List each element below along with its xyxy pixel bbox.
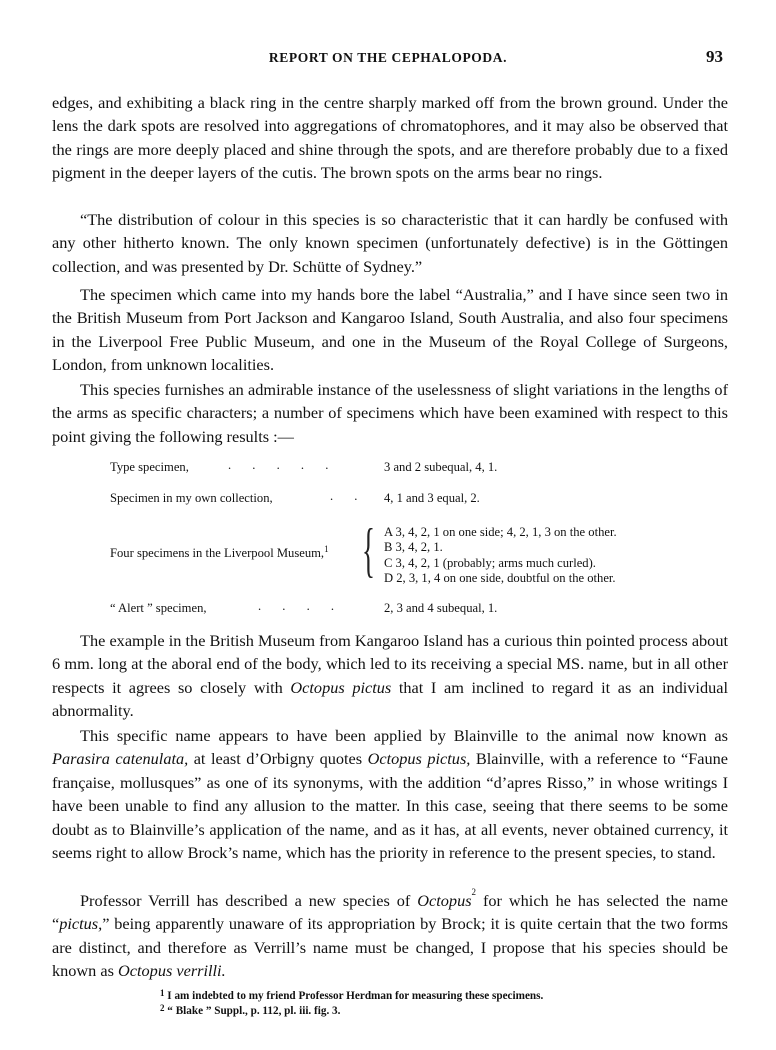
liverpool-value-d: D 2, 3, 1, 4 on one side, doubtful on the other. bbox=[384, 571, 616, 585]
leader-dots: . . . . bbox=[258, 599, 344, 613]
row-alert-specimen-label: “ Alert ” specimen, bbox=[110, 601, 207, 615]
paragraph-3: The specimen which came into my hands bore the label “Australia,” and I have since seen two in the British Museum from Port Jackson and Kangaroo Island, South Australia, and also four specimens in the Liverpool Free Public Museum, and one in the Museum of the Royal College of Surgeons, London, from unknown localities. bbox=[52, 285, 728, 375]
footnote-2 bbox=[160, 1005, 340, 1017]
italic-genus-name: Octopus bbox=[417, 891, 472, 910]
text-run: ” being apparently unaware of its appropriation by Brock; it is quite certain that the two forms are distinct, and therefore as Verrill’s name must be changed, I propose that his species should be known as bbox=[52, 914, 728, 981]
text-run: The example in the British Museum from Kangaroo Island has a curious thin pointed process about 6 mm. long at the aboral end of the body, which led to its receiving a special MS. name, but in all other respects it agrees so closely with bbox=[52, 631, 728, 697]
page-number: 93 bbox=[706, 47, 723, 66]
paragraph-6 bbox=[52, 724, 728, 864]
running-header: REPORT ON THE CEPHALOPODA. bbox=[268, 50, 508, 65]
footnote-mark: 1 bbox=[324, 544, 329, 554]
paragraph-2-quotation: “The distribution of colour in this species is so characteristic that it can hardly be confused with any other hitherto known. The only known specimen (unfortunately defective) is in the Göttingen collection, and was presented by Dr. Schütte of Sydney.” bbox=[52, 210, 728, 276]
italic-species-name: Parasira catenulata, bbox=[52, 749, 189, 769]
leader-dots: . . . . . bbox=[228, 458, 338, 472]
text-run: Blainville, with a reference to “Faune française, mollusques” as one of its synonyms, with the addition “d’apres Risso,” in whose writings I have been unable to find any allusion to the matter. In this case, seeing that there seems to be some doubt as to Blainville’s application of the name, and as it has, at all events, never obtained currency, it seems right to allow Brock’s name, which has the priority in reference to the present species, to stand. bbox=[52, 749, 729, 863]
row-alert-specimen-value: 2, 3 and 4 subequal, 1. bbox=[384, 601, 498, 615]
italic-species-name: Octopus pictus bbox=[290, 677, 392, 697]
footnote-text: “ Blake ” Suppl., p. 112, pl. iii. fig. 3. bbox=[167, 1005, 341, 1017]
paragraph-1: edges, and exhibiting a black ring in the centre sharply marked off from the brown ground. Under the lens the dark spots are resolved into aggregations of chromatophores, and it may also be observed that the rings are more deeply placed and shine through the spots, and are therefore probably due to a fixed pigment in the deeper layers of the cutis. The brown spots on the arms bear no rings. bbox=[52, 93, 728, 183]
paragraph-4: This species furnishes an admirable instance of the uselessness of slight variations in the lengths of the arms as specific characters; a number of specimens which have been examined with respect to this point giving the following results :— bbox=[52, 380, 728, 446]
liverpool-label-text: Four specimens in the Liverpool Museum, bbox=[110, 546, 325, 560]
text-run: that I am inclined to regard it as an individual abnormality. bbox=[52, 677, 728, 721]
row-type-specimen-value: 3 and 2 subequal, 4, 1. bbox=[384, 460, 498, 474]
footnote-mark: 2 bbox=[160, 1003, 165, 1013]
leader-dots: . . bbox=[330, 489, 367, 503]
footnote-text: I am indebted to my friend Professor Herdman for measuring these specimens. bbox=[167, 990, 544, 1002]
row-own-collection-label: Specimen in my own collection, bbox=[110, 491, 273, 505]
text-run: This specific name appears to have been applied by Blainville to the animal now known as bbox=[80, 726, 728, 745]
italic-species-name: pictus, bbox=[59, 914, 103, 934]
footnote-mark: 2 bbox=[471, 887, 477, 897]
footnote-1 bbox=[160, 990, 543, 1002]
row-type-specimen-label: Type specimen, bbox=[110, 460, 189, 474]
text-run: at least d’Orbigny quotes bbox=[188, 749, 368, 769]
brace-glyph: { bbox=[362, 517, 375, 583]
paragraph-5 bbox=[52, 629, 728, 723]
text-run: Professor Verrill has described a new species of bbox=[80, 891, 418, 910]
liverpool-value-b: B 3, 4, 2, 1. bbox=[384, 540, 443, 554]
liverpool-value-c: C 3, 4, 2, 1 (probably; arms much curled). bbox=[384, 556, 596, 570]
italic-species-name: Octopus pictus, bbox=[367, 749, 471, 769]
row-own-collection-value: 4, 1 and 3 equal, 2. bbox=[384, 491, 480, 505]
row-liverpool-label bbox=[110, 546, 329, 561]
italic-species-name: Octopus verrilli. bbox=[118, 961, 226, 981]
footnote-mark: 1 bbox=[160, 988, 165, 998]
text-run: for which he has selected the name “ bbox=[52, 891, 728, 934]
paragraph-7 bbox=[52, 889, 728, 983]
liverpool-value-a: A 3, 4, 2, 1 on one side; 4, 2, 1, 3 on the other. bbox=[384, 525, 617, 539]
